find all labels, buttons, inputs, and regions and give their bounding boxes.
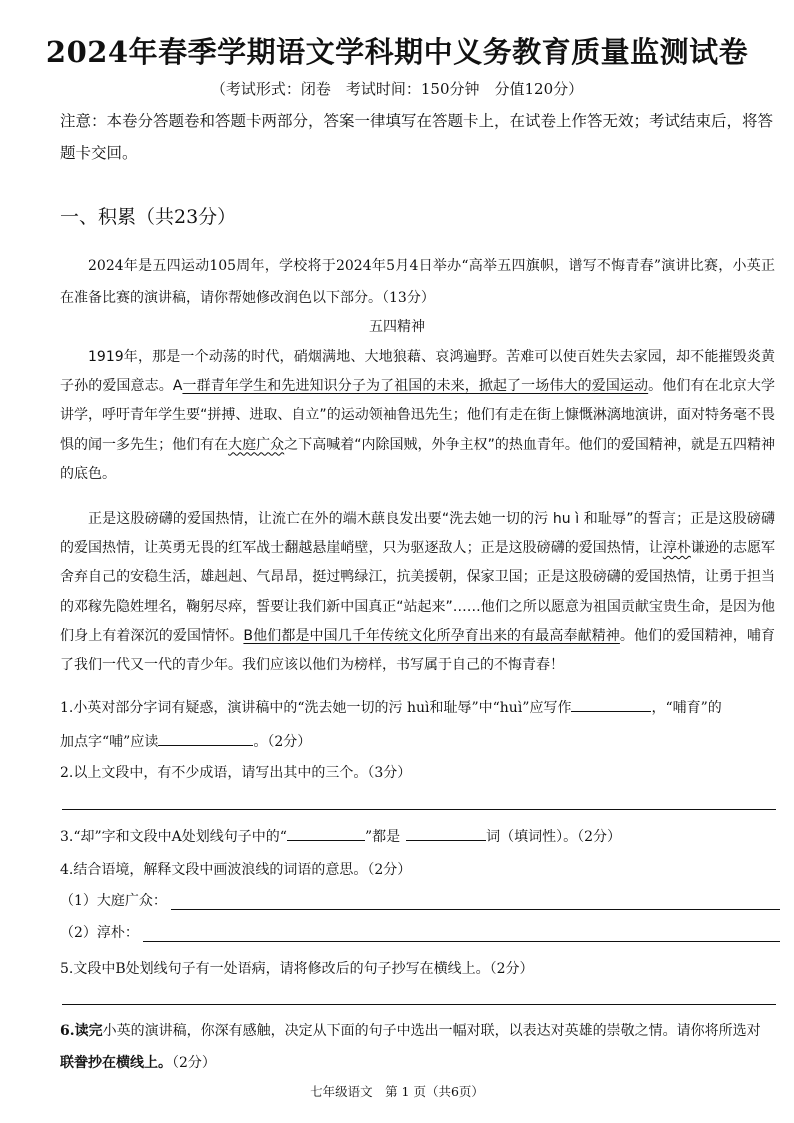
question-4-item-2-label: （2）淳朴：: [60, 925, 139, 941]
para1-text-start: 1919年，那是一个动荡的时代，硝烟满地、大地狼藉、哀鸿遍野。苦难可以使百姓失去家园，却不能摧毁炎黄子孙的爱国意志。A: [60, 349, 775, 395]
exam-notice: 注意：本卷分答题卷和答题卡两部分，答案一律填写在答题卡上，在试卷上作答无效；考试结束后，将答题卡交回。: [60, 112, 774, 162]
underlined-sentence-b: B他们都是中国几千年传统文化所孕育出来的有最高奉献精神: [243, 627, 620, 644]
question-6-line-2: [60, 1048, 780, 1078]
speech-paragraph-1: [60, 343, 775, 489]
speech-title: 五四精神: [369, 319, 425, 335]
question-1-text-c: 加点字“哺”应读: [60, 734, 159, 750]
question-6-text-a: 小英的演讲稿，你深有感触，决定从下面的句子中选出一幅对联，以表达对英雄的崇敬之情。请你将所选对: [102, 1023, 761, 1039]
para1-text-end: 之下高喊着“内除国贼，外争主权”的热血青年。他们的爱国精神，就是五四精神的底色。: [60, 436, 776, 482]
wavy-word-1: 大庭广众: [228, 436, 285, 453]
question-2: 2.以上文段中，有不少成语，请写出其中的三个。（3分）: [60, 765, 412, 781]
question-1-text-a: 1.小英对部分字词有疑惑，演讲稿中的“洗去她一切的污 huì和耻辱”中“huì”应写作: [60, 700, 572, 716]
question-3-text-a: 3.“却”字和文段中A处划线句子中的“: [60, 829, 287, 845]
underlined-sentence-a: 一群青年学生和先进知识分子为了祖国的未来，掀起了一场伟大的爱国运动: [182, 378, 649, 395]
question-4-item-1-label: （1）大庭广众：: [60, 893, 167, 909]
speech-paragraph-2: [60, 505, 775, 680]
question-3-blank-2[interactable]: [406, 824, 486, 841]
question-6-text-bold-a: 6.读完: [60, 1023, 103, 1039]
wavy-word-2: 淳朴: [662, 540, 691, 557]
question-3: [60, 822, 780, 852]
question-1-line-2: [60, 727, 780, 757]
para2-text-end: 。他们的爱国精神，哺育了我们一代又一代的青少年。我们应该以他们为榜样，书写属于自己的不悔青春！: [60, 627, 775, 674]
exam-subtitle: （考试形式：闭卷 考试时间：150分钟 分值120分）: [210, 80, 584, 98]
question-1-blank-2[interactable]: [158, 729, 253, 746]
exam-title: 2024年春季学期语文学科期中义务教育质量监测试卷: [45, 35, 749, 69]
question-6-text-b: （2分）: [172, 1055, 216, 1071]
question-1-text-d: 。（2分）: [253, 734, 312, 750]
question-5-answer-line[interactable]: [62, 1004, 776, 1005]
question-3-text-c: 词（填词性）。（2分）: [486, 829, 622, 845]
question-4-item-1: [60, 890, 780, 910]
para2-text-start: 正是这股磅礴的爱国热情，让流亡在外的端木蕻良发出要“洗去她一切的污 hu ì 和耻辱”的誓言；正是这股磅礴的爱国热情，让英勇无畏的红军战士翻越悬崖峭壁，只为驱逐敌人；正是这股磅礴的爱国热情，让: [60, 511, 775, 557]
question-3-text-b: ”都是: [364, 829, 401, 845]
para1-text-middle: 。他们有在北京大学讲学，呼吁青年学生要“拼搏、进取、自立”的运动领袖鲁迅先生；他们有走在街上慷慨淋漓地演讲，面对特务毫不畏惧的闻一多先生；他们有在: [60, 378, 776, 453]
question-4-item-2-answer-line[interactable]: [143, 925, 780, 942]
page-footer: 七年级语文 第 1 页（共6页）: [310, 1084, 484, 1099]
question-4: 4.结合语境，解释文段中画波浪线的词语的意思。（2分）: [60, 862, 412, 878]
section-title: 一、积累（共23分）: [60, 206, 237, 228]
question-1-blank-1[interactable]: [571, 695, 651, 712]
intro-paragraph: 2024年是五四运动105周年，学校将于2024年5月4日举办“高举五四旗帜，谱写不悔青春”演讲比赛，小英正在准备比赛的演讲稿，请你帮她修改润色以下部分。（13分）: [60, 258, 775, 306]
question-6-line-1: [60, 1016, 780, 1046]
question-1-text-b: ，“哺育”的: [651, 700, 722, 716]
question-4-item-1-answer-line[interactable]: [171, 893, 780, 910]
question-5: 5.文段中B处划线句子有一处语病，请将修改后的句子抄写在横线上。（2分）: [60, 961, 534, 977]
question-4-item-2: [60, 922, 780, 942]
question-2-answer-line[interactable]: [62, 809, 776, 810]
question-1-line-1: [60, 693, 780, 723]
question-3-blank-1[interactable]: [287, 824, 365, 841]
para2-text-middle: 谦逊的志愿军舍弃自己的安稳生活，雄赳赳、气昂昂，挺过鸭绿江，抗美援朝，保家卫国；正是这股磅礴的爱国热情，让勇于担当的邓稼先隐姓埋名，鞠躬尽瘁，誓要让我们新中国真正“站起来”……他们之所以愿意为祖国贡献宝贵生命，是因为他们身上有着深沉的爱国情怀。: [60, 540, 776, 644]
question-6-text-bold-b: 联誊抄在横线上。: [60, 1055, 172, 1071]
